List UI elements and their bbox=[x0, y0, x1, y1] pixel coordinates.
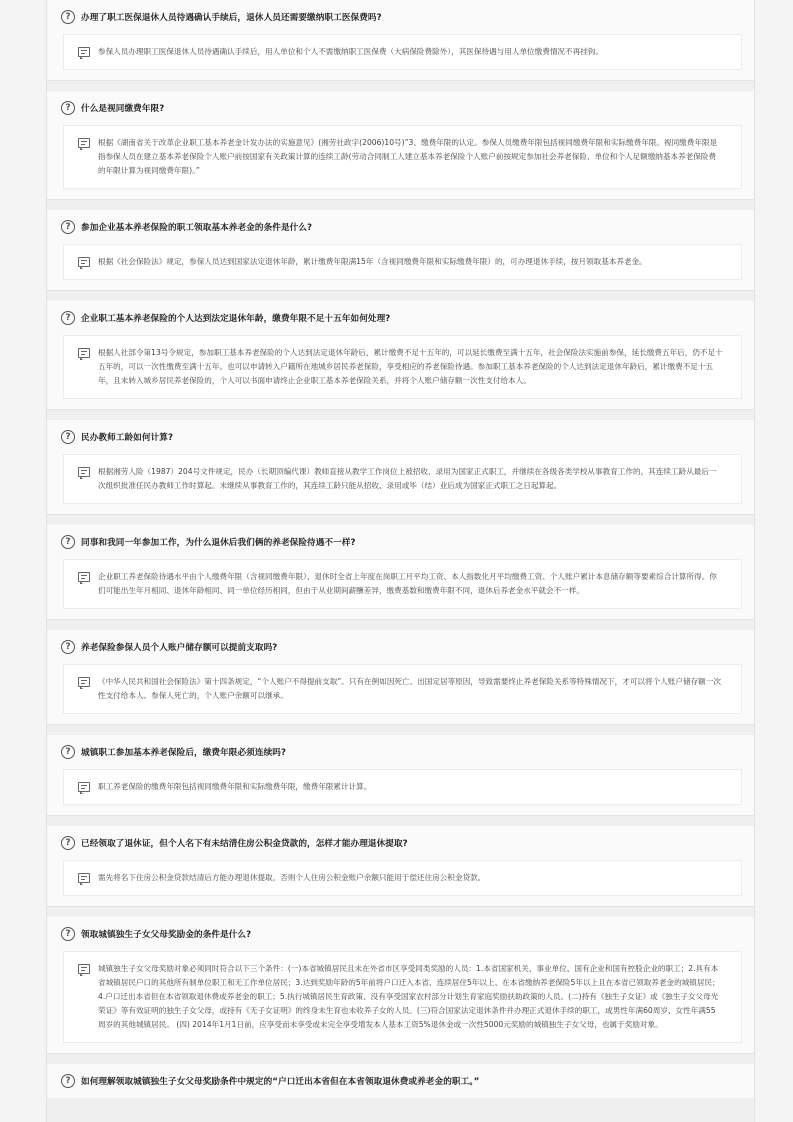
question-icon: ? bbox=[61, 836, 75, 850]
question-text: 城镇职工参加基本养老保险后，缴费年限必须连续吗? bbox=[81, 748, 287, 758]
question-text: 民办教师工龄如何计算? bbox=[81, 433, 174, 443]
question-row bbox=[59, 630, 742, 664]
answer-text: 根据湘劳人险（1987）204号文件规定，民办（长期顶编代课）教师直接从教学工作岗位上被招收、录用为国家正式职工，并继续在各级各类学校从事教育工作的，其连续工龄从最后一次组织批准任民办教师工作时算起。未继续从事教育工作的，其连续工龄只能从招收、录用或毕（结）业后成为国家正式职工之日起算起。 bbox=[98, 467, 717, 490]
faq-item bbox=[47, 630, 754, 725]
answer-text: 根据《社会保险法》规定，参保人员达到国家法定退休年龄，累计缴费年限满15年（含视同缴费年限和实际缴费年限）的，可办理退休手续，按月领取基本养老金。 bbox=[98, 257, 647, 266]
answer-box bbox=[63, 34, 742, 70]
faq-item bbox=[47, 525, 754, 620]
answer-text: 城镇独生子女父母奖励对象必须同时符合以下三个条件：(一)本省城镇居民且未在外省市区享受同类奖励的人员：1.本省国家机关、事业单位、国有企业和国有控股企业的职工；2.具有本省城镇居民户口的其他所有制单位职工和无工作单位居民；3.达到奖励年龄的5年前将户口迁入本省、连续居住5年以上、在本省缴纳养老保险5年以上且在本省已领取养老金的城镇居民；4.户口迁出本省但在本省领取退休费或养老金的职工；5.执行城镇居民生育政策、没有享受国家农村部分计划生育家庭奖励扶助政策的人员。(二)持有《独生子女证》或《独生子女父母光荣证》等有效证明的独生子女父母，或持有《无子女证明》的终身未生育也未收养子女的人员。(三)符合国家法定退休条件并办理正式退休手续的职工，或男性年满60周岁、女性年满55周岁的其他城镇居民。 (四) 2014年1月1日前，应享受而未享受或未完全享受增发本人基本工资5%退休金或一次性5000元奖励的城镇独生子女父母，也属于奖励对象。 bbox=[98, 964, 720, 1029]
question-text: 同事和我同一年参加工作，为什么退休后我们俩的养老保险待遇不一样? bbox=[81, 538, 356, 548]
faq-item bbox=[47, 420, 754, 515]
question-text: 养老保险参保人员个人账户储存额可以提前支取吗? bbox=[81, 643, 278, 653]
faq-page bbox=[46, 0, 755, 1122]
comment-icon-tail bbox=[80, 686, 83, 689]
question-icon: ? bbox=[61, 10, 75, 24]
faq-item bbox=[47, 301, 754, 410]
question-row bbox=[59, 210, 742, 244]
answer-box bbox=[63, 125, 742, 189]
answer-text: 需先将名下住房公积金贷款结清后方能办理退休提取，否则个人住房公积金账户余额只能用于偿还住房公积金贷款。 bbox=[98, 873, 486, 882]
answer-box bbox=[63, 769, 742, 805]
answer-text: 根据《湖南省关于改革企业职工基本养老金计发办法的实施意见》(湘劳社政字(2006)10号)”3、缴费年限的认定。参保人员缴费年限包括视同缴费年限和实际缴费年限。视同缴费年限是指参保人员在建立基本养老保险个人账户前按国家有关政策计算的连续工龄(劳动合同制工人建立基本养老保险个人账户前按规定参加社会养老保险、单位和个人足额缴纳基本养老保险费的年限计算为视同缴费年限)。” bbox=[98, 138, 718, 175]
comment-icon-tail bbox=[80, 581, 83, 584]
question-text: 参加企业基本养老保险的职工领取基本养老金的条件是什么? bbox=[81, 223, 313, 233]
question-icon: ? bbox=[61, 927, 75, 941]
answer-box bbox=[63, 860, 742, 896]
question-row bbox=[59, 735, 742, 769]
comment-icon-tail bbox=[80, 357, 83, 360]
comment-icon-tail bbox=[80, 973, 83, 976]
faq-item bbox=[47, 210, 754, 291]
faq-item bbox=[47, 735, 754, 816]
answer-box bbox=[63, 951, 742, 1043]
faq-item bbox=[47, 826, 754, 907]
comment-icon-tail bbox=[80, 882, 83, 885]
question-icon: ? bbox=[61, 430, 75, 444]
answer-text: 企业职工养老保险待遇水平由个人缴费年限（含视同缴费年限）、退休时全省上年度在岗职工月平均工资、本人指数化月平均缴费工资、个人账户累计本息储存额等要素综合计算所得。你们可能出生年月相同、退休年龄相同、同一单位经历相同，但由于从业期间薪酬差异，缴费基数和缴费年限不同，退休后养老金水平就会不一样。 bbox=[98, 572, 717, 595]
faq-item bbox=[47, 0, 754, 81]
answer-text: 根据人社部令第13号令规定，参加职工基本养老保险的个人达到法定退休年龄后，累计缴费不足十五年的，可以延长缴费至满十五年，社会保险法实施前参保，延长缴费五年后，仍不足十五年的，可以一次性缴费至满十五年。也可以申请转入户籍所在地城乡居民养老保险，享受相应的养老保险待遇。参加职工基本养老保险的个人达到法定退休年龄后，累计缴费不足十五年，且未转入城乡居民养老保险的，个人可以书面申请终止企业职工基本养老保险关系，并将个人账户储存额一次性支付给本人。 bbox=[98, 348, 723, 385]
answer-box bbox=[63, 454, 742, 504]
comment-icon-tail bbox=[80, 147, 83, 150]
question-row bbox=[59, 1064, 742, 1098]
answer-box bbox=[63, 335, 742, 399]
question-icon: ? bbox=[61, 220, 75, 234]
comment-icon-tail bbox=[80, 266, 83, 269]
question-row bbox=[59, 420, 742, 454]
faq-item bbox=[47, 1064, 754, 1098]
question-icon: ? bbox=[61, 640, 75, 654]
faq-item bbox=[47, 91, 754, 200]
question-text: 如何理解领取城镇独生子女父母奖励条件中规定的“户口迁出本省但在本省领取退休费或养老金的职工。” bbox=[81, 1077, 480, 1087]
question-row bbox=[59, 525, 742, 559]
question-row bbox=[59, 826, 742, 860]
question-icon: ? bbox=[61, 1074, 75, 1088]
answer-box bbox=[63, 244, 742, 280]
question-text: 企业职工基本养老保险的个人达到法定退休年龄，缴费年限不足十五年如何处理? bbox=[81, 314, 391, 324]
question-row bbox=[59, 301, 742, 335]
question-row bbox=[59, 0, 742, 34]
answer-text: 职工养老保险的缴费年限包括视同缴费年限和实际缴费年限，缴费年限累计计算。 bbox=[98, 782, 372, 791]
answer-box bbox=[63, 559, 742, 609]
answer-text: 参保人员办理职工医保退休人员待遇确认手续后，用人单位和个人不需缴纳职工医保费（大病保险费除外），其医保待遇与用人单位缴费情况不再挂钩。 bbox=[98, 47, 603, 56]
comment-icon-tail bbox=[80, 476, 83, 479]
question-row bbox=[59, 91, 742, 125]
faq-item bbox=[47, 917, 754, 1054]
question-text: 领取城镇独生子女父母奖励金的条件是什么? bbox=[81, 930, 252, 940]
question-text: 已经领取了退休证，但个人名下有未结清住房公积金贷款的，怎样才能办理退休提取? bbox=[81, 839, 408, 849]
comment-icon-tail bbox=[80, 791, 83, 794]
question-icon: ? bbox=[61, 101, 75, 115]
comment-icon-tail bbox=[80, 56, 83, 59]
answer-box bbox=[63, 664, 742, 714]
question-text: 办理了职工医保退休人员待遇确认手续后，退休人员还需要缴纳职工医保费吗? bbox=[81, 13, 382, 23]
question-row bbox=[59, 917, 742, 951]
question-icon: ? bbox=[61, 311, 75, 325]
question-icon: ? bbox=[61, 535, 75, 549]
question-icon: ? bbox=[61, 745, 75, 759]
answer-text: 《中华人民共和国社会保险法》第十四条规定，“个人账户不得提前支取”。只有在例如因死亡、出国定居等原因，导致需要终止养老保险关系等特殊情况下，才可以将个人账户储存额一次性支付给本人。参保人死亡的，个人账户余额可以继承。 bbox=[98, 677, 721, 700]
question-text: 什么是视同缴费年限? bbox=[81, 104, 165, 114]
